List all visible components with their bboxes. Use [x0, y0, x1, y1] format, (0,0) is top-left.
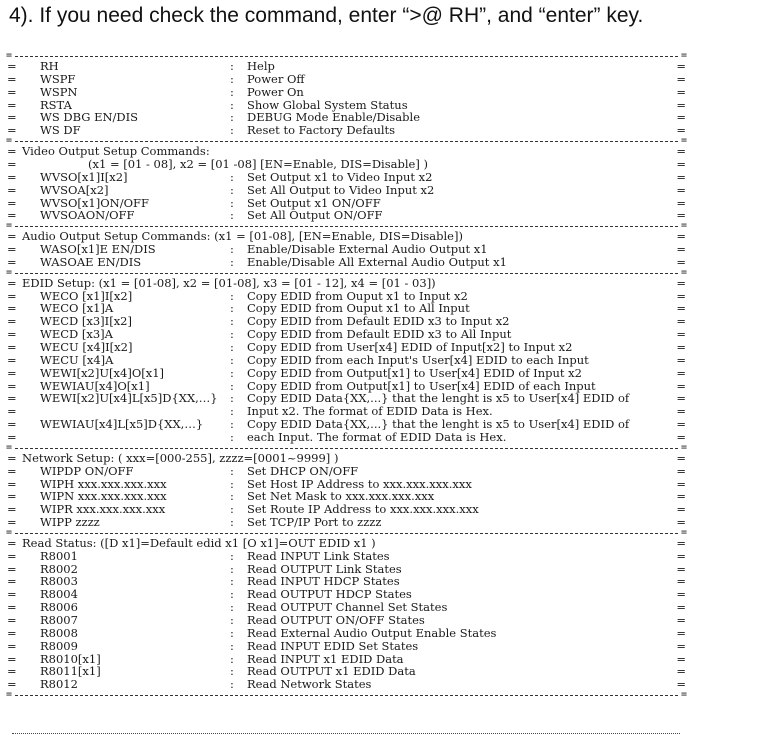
right-border: =: [676, 314, 686, 329]
command-name: R8006: [40, 600, 78, 615]
left-border: =: [7, 600, 17, 615]
command-name: WSPN: [40, 84, 78, 99]
command-name: WASOAE EN/DIS: [40, 254, 142, 269]
separator-dash: [15, 533, 678, 534]
left-border: =: [7, 59, 17, 73]
colon-separator: :: [230, 288, 234, 303]
separator-edge: =: [6, 52, 13, 60]
left-border: =: [7, 638, 17, 653]
left-border: =: [7, 365, 17, 380]
colon-separator: :: [230, 574, 234, 589]
separator-edge: =: [6, 222, 13, 231]
colon-separator: :: [230, 561, 234, 576]
left-border: =: [7, 97, 17, 112]
left-border: =: [7, 574, 17, 589]
command-description: Copy EDID from each Input's User[x4] EDID to each Input: [247, 352, 589, 367]
right-border: =: [676, 450, 686, 465]
command-name: R8004: [40, 587, 78, 602]
colon-separator: :: [230, 365, 234, 380]
right-border: =: [676, 169, 686, 184]
section-title: Audio Output Setup Commands: (x1 = [01-08], [EN=Enable, DIS=Disable]): [22, 229, 463, 244]
separator-line: [6, 691, 687, 699]
left-border: =: [7, 288, 17, 303]
separator-dash: [15, 56, 678, 57]
section-title: Network Setup: ( xxx=[000-255], zzzz=[0001~9999] ): [22, 450, 339, 465]
command-description: Read Network States: [247, 677, 372, 692]
command-description: Copy EDID Data{XX,...} that the lenght is x5 to User[x4] EDID of: [247, 417, 630, 432]
command-name: R8009: [40, 638, 78, 653]
right-border: =: [676, 208, 686, 223]
colon-separator: :: [230, 195, 234, 210]
left-border: =: [7, 587, 17, 602]
left-border: =: [7, 169, 17, 184]
right-border: =: [676, 275, 686, 290]
colon-separator: :: [230, 404, 234, 419]
command-row: [6, 73, 687, 86]
command-name: WECO [x1]I[x2]: [40, 288, 133, 303]
left-border: =: [7, 378, 17, 393]
left-border: =: [7, 123, 17, 138]
right-border: =: [676, 613, 686, 627]
colon-separator: :: [230, 59, 234, 73]
section-heading-row: [6, 158, 687, 171]
left-border: =: [7, 625, 17, 640]
left-border: =: [7, 156, 17, 171]
separator-edge: =: [680, 222, 687, 231]
command-description: Copy EDID from Default EDID x3 to All Input: [247, 327, 512, 342]
command-description: Copy EDID from Output[x1] to User[x4] EDID of Input x2: [247, 365, 582, 380]
colon-separator: :: [230, 340, 234, 354]
section-title: Read Status: ([D x1]=Default edid x1 [O x1]=OUT EDID x1 ): [22, 535, 376, 550]
command-description: Copy EDID from Output[x1] to User[x4] EDID of each Input: [247, 378, 596, 393]
command-description: Read External Audio Output Enable States: [247, 625, 497, 640]
command-row: [6, 367, 687, 380]
left-border: =: [7, 314, 17, 329]
command-description: Copy EDID from Default EDID x3 to Input x2: [247, 314, 510, 329]
left-border: =: [7, 404, 17, 419]
command-name: R8010[x1]: [40, 651, 101, 666]
right-border: =: [676, 476, 686, 491]
left-border: =: [7, 327, 17, 342]
colon-separator: :: [230, 489, 234, 504]
colon-separator: :: [230, 638, 234, 653]
right-border: =: [676, 600, 686, 615]
right-border: =: [676, 301, 686, 316]
left-border: =: [7, 489, 17, 504]
right-border: =: [676, 463, 686, 478]
command-description: Set TCP/IP Port to zzzz: [247, 515, 382, 530]
command-name: WIPDP ON/OFF: [40, 463, 134, 478]
command-name: WECU [x4]A: [40, 352, 114, 367]
left-border: =: [7, 144, 17, 159]
separator-edge: =: [6, 691, 13, 700]
left-border: =: [7, 502, 17, 517]
command-description: each Input. The format of EDID Data is Hex.: [247, 429, 507, 444]
command-description: Read OUTPUT ON/OFF States: [247, 613, 425, 627]
right-border: =: [676, 515, 686, 530]
command-description: Read OUTPUT Link States: [247, 561, 402, 576]
right-border: =: [676, 156, 686, 171]
colon-separator: :: [230, 97, 234, 112]
separator-edge: =: [680, 52, 687, 60]
right-border: =: [676, 638, 686, 653]
separator-dash: [15, 448, 678, 449]
command-row: [6, 678, 687, 691]
command-name: WVSO[x1]ON/OFF: [40, 195, 149, 210]
command-description: Enable/Disable All External Audio Output x1: [247, 254, 507, 269]
colon-separator: :: [230, 515, 234, 530]
command-name: WEWI[x2]U[x4]O[x1]: [40, 365, 165, 380]
colon-separator: :: [230, 242, 234, 257]
command-description: Read OUTPUT Channel Set States: [247, 600, 448, 615]
command-name: WEWIAU[x4]O[x1]: [40, 378, 150, 393]
separator-edge: =: [6, 137, 13, 146]
command-row: [6, 627, 687, 640]
command-row: [6, 124, 687, 137]
section-subtitle: (x1 = [01 - 08], x2 = [01 -08] [EN=Enable, DIS=Disable] ): [88, 156, 428, 171]
colon-separator: :: [230, 254, 234, 269]
left-border: =: [7, 535, 17, 550]
colon-separator: :: [230, 429, 234, 444]
colon-separator: :: [230, 417, 234, 432]
left-border: =: [7, 110, 17, 125]
section-heading-row: [6, 537, 687, 550]
section-heading-row: [6, 277, 687, 290]
bottom-dotted-rule: [12, 733, 680, 734]
right-border: =: [676, 123, 686, 138]
left-border: =: [7, 242, 17, 257]
command-name: R8011[x1]: [40, 664, 101, 679]
right-border: =: [676, 71, 686, 86]
command-row: [6, 354, 687, 367]
right-border: =: [676, 502, 686, 517]
command-row: [6, 184, 687, 197]
command-description: Power On: [247, 84, 304, 99]
command-name: WASO[x1]E EN/DIS: [40, 242, 156, 257]
command-name: WVSOA[x2]: [40, 182, 109, 197]
colon-separator: :: [230, 301, 234, 316]
colon-separator: :: [230, 123, 234, 138]
command-name: WECD [x3]A: [40, 327, 113, 342]
right-border: =: [676, 229, 686, 244]
right-border: =: [676, 340, 686, 354]
right-border: =: [676, 195, 686, 210]
command-row: [6, 256, 687, 269]
separator-edge: =: [680, 137, 687, 146]
command-row: [6, 550, 687, 563]
command-row: [6, 516, 687, 529]
left-border: =: [7, 352, 17, 367]
command-name: R8007: [40, 613, 78, 627]
command-name: R8003: [40, 574, 78, 589]
right-border: =: [676, 254, 686, 269]
command-name: RSTA: [40, 97, 72, 112]
colon-separator: :: [230, 664, 234, 679]
right-border: =: [676, 664, 686, 679]
command-row: [6, 86, 687, 99]
command-name: WECU [x4]I[x2]: [40, 340, 133, 354]
command-name: R8002: [40, 561, 78, 576]
command-name: R8012: [40, 677, 78, 692]
command-description: Show Global System Status: [247, 97, 408, 112]
separator-dash: [15, 141, 678, 142]
command-description: Read INPUT Link States: [247, 548, 390, 563]
command-description: Set All Output to Video Input x2: [247, 182, 435, 197]
left-border: =: [7, 229, 17, 244]
colon-separator: :: [230, 71, 234, 86]
command-name: WS DF: [40, 123, 81, 138]
right-border: =: [676, 587, 686, 602]
command-description: Read INPUT HDCP States: [247, 574, 400, 589]
command-name: WEWI[x2]U[x4]L[x5]D{XX,…}: [40, 391, 218, 406]
right-border: =: [676, 182, 686, 197]
left-border: =: [7, 340, 17, 354]
left-border: =: [7, 651, 17, 666]
command-row: [6, 171, 687, 184]
left-border: =: [7, 182, 17, 197]
command-description: DEBUG Mode Enable/Disable: [247, 110, 420, 125]
page-heading: 4). If you need check the command, enter “>@ RH”, and “enter” key.: [9, 4, 644, 27]
command-name: WIPP zzzz: [40, 515, 100, 530]
right-border: =: [676, 651, 686, 666]
command-description: Input x2. The format of EDID Data is Hex.: [247, 404, 493, 419]
colon-separator: :: [230, 548, 234, 563]
left-border: =: [7, 664, 17, 679]
command-name: WECD [x3]I[x2]: [40, 314, 132, 329]
command-description: Read OUTPUT x1 EDID Data: [247, 664, 416, 679]
command-description: Set Output x1 ON/OFF: [247, 195, 381, 210]
command-description: Power Off: [247, 71, 305, 86]
command-row: [6, 431, 687, 444]
right-border: =: [676, 59, 686, 73]
colon-separator: :: [230, 110, 234, 125]
command-name: WEWIAU[x4]L[x5]D{XX,…}: [40, 417, 204, 432]
right-border: =: [676, 489, 686, 504]
left-border: =: [7, 515, 17, 530]
command-description: Set Host IP Address to xxx.xxx.xxx.xxx: [247, 476, 472, 491]
command-description: Copy EDID from User[x4] EDID of Input[x2] to Input x2: [247, 340, 573, 354]
colon-separator: :: [230, 677, 234, 692]
command-description: Set Output x1 to Video Input x2: [247, 169, 433, 184]
right-border: =: [676, 242, 686, 257]
colon-separator: :: [230, 208, 234, 223]
left-border: =: [7, 417, 17, 432]
separator-dash: [15, 226, 678, 227]
command-description: Set Route IP Address to xxx.xxx.xxx.xxx: [247, 502, 479, 517]
separator-dash: [15, 273, 678, 274]
left-border: =: [7, 301, 17, 316]
colon-separator: :: [230, 502, 234, 517]
command-description: Copy EDID Data{XX,...} that the lenght is x5 to User[x4] EDID of: [247, 391, 630, 406]
command-name: R8008: [40, 625, 78, 640]
left-border: =: [7, 677, 17, 692]
command-row: [6, 465, 687, 478]
left-border: =: [7, 275, 17, 290]
right-border: =: [676, 677, 686, 692]
colon-separator: :: [230, 391, 234, 406]
colon-separator: :: [230, 84, 234, 99]
command-description: Copy EDID from Ouput x1 to All Input: [247, 301, 470, 316]
colon-separator: :: [230, 625, 234, 640]
right-border: =: [676, 327, 686, 342]
right-border: =: [676, 625, 686, 640]
colon-separator: :: [230, 463, 234, 478]
left-border: =: [7, 195, 17, 210]
separator-edge: =: [680, 691, 687, 700]
colon-separator: :: [230, 314, 234, 329]
colon-separator: :: [230, 476, 234, 491]
command-name: WVSO[x1]I[x2]: [40, 169, 128, 184]
section-title: Video Output Setup Commands:: [22, 144, 210, 159]
left-border: =: [7, 254, 17, 269]
command-name: WVSOAON/OFF: [40, 208, 135, 223]
left-border: =: [7, 613, 17, 627]
command-name: WS DBG EN/DIS: [40, 110, 139, 125]
right-border: =: [676, 429, 686, 444]
right-border: =: [676, 404, 686, 419]
colon-separator: :: [230, 169, 234, 184]
separator-dash: [15, 695, 678, 696]
command-name: WIPN xxx.xxx.xxx.xxx: [40, 489, 167, 504]
command-description: Read INPUT EDID Set States: [247, 638, 419, 653]
command-row: [6, 640, 687, 653]
left-border: =: [7, 561, 17, 576]
colon-separator: :: [230, 327, 234, 342]
separator-edge: =: [680, 268, 687, 277]
command-description: Reset to Factory Defaults: [247, 123, 396, 138]
separator-edge: =: [6, 528, 13, 537]
right-border: =: [676, 535, 686, 550]
separator-line: [6, 52, 687, 60]
left-border: =: [7, 84, 17, 99]
colon-separator: :: [230, 352, 234, 367]
command-listing: [6, 52, 687, 732]
right-border: =: [676, 561, 686, 576]
left-border: =: [7, 450, 17, 465]
colon-separator: :: [230, 613, 234, 627]
right-border: =: [676, 417, 686, 432]
right-border: =: [676, 574, 686, 589]
colon-separator: :: [230, 587, 234, 602]
right-border: =: [676, 97, 686, 112]
command-description: Help: [247, 59, 275, 73]
left-border: =: [7, 429, 17, 444]
left-border: =: [7, 548, 17, 563]
command-description: Read OUTPUT HDCP States: [247, 587, 412, 602]
separator-edge: =: [680, 443, 687, 452]
command-name: WIPH xxx.xxx.xxx.xxx: [40, 476, 167, 491]
command-name: R8001: [40, 548, 78, 563]
colon-separator: :: [230, 651, 234, 666]
command-description: Read INPUT x1 EDID Data: [247, 651, 404, 666]
left-border: =: [7, 463, 17, 478]
right-border: =: [676, 378, 686, 393]
command-name: WIPR xxx.xxx.xxx.xxx: [40, 502, 166, 517]
right-border: =: [676, 110, 686, 125]
separator-edge: =: [6, 443, 13, 452]
right-border: =: [676, 84, 686, 99]
command-name: WSPF: [40, 71, 76, 86]
command-row: [6, 209, 687, 222]
command-row: [6, 60, 687, 73]
separator-edge: =: [6, 268, 13, 277]
left-border: =: [7, 391, 17, 406]
command-description: Enable/Disable External Audio Output x1: [247, 242, 488, 257]
command-description: Set DHCP ON/OFF: [247, 463, 359, 478]
right-border: =: [676, 548, 686, 563]
left-border: =: [7, 476, 17, 491]
right-border: =: [676, 391, 686, 406]
command-name: RH: [40, 59, 59, 73]
section-title: EDID Setup: (x1 = [01-08], x2 = [01-08], x3 = [01 - 12], x4 = [01 - 03]): [22, 275, 436, 290]
separator-edge: =: [680, 528, 687, 537]
command-name: WECO [x1]A: [40, 301, 114, 316]
command-description: Copy EDID from Ouput x1 to Input x2: [247, 288, 468, 303]
right-border: =: [676, 365, 686, 380]
right-border: =: [676, 352, 686, 367]
left-border: =: [7, 208, 17, 223]
colon-separator: :: [230, 378, 234, 393]
command-description: Set Net Mask to xxx.xxx.xxx.xxx: [247, 489, 435, 504]
section-heading-row: [6, 452, 687, 465]
right-border: =: [676, 288, 686, 303]
colon-separator: :: [230, 182, 234, 197]
right-border: =: [676, 144, 686, 159]
colon-separator: :: [230, 600, 234, 615]
command-description: Set All Output ON/OFF: [247, 208, 383, 223]
left-border: =: [7, 71, 17, 86]
